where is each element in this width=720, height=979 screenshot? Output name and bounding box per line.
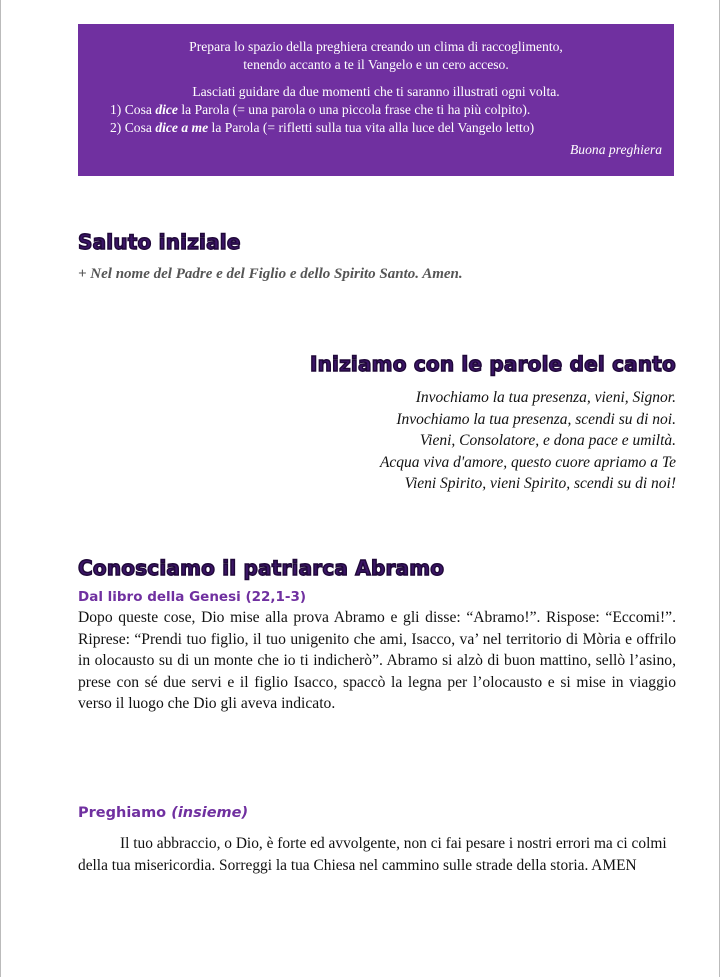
intro-line-3: Lasciati guidare da due momenti che ti saranno illustrati ogni volta. [192,84,560,99]
prayer-heading [78,805,248,821]
step-1-text: la Parola (= una parola o una piccola frase che ti ha più colpito). [177,102,531,117]
prayer-text: Il tuo abbraccio, o Dio, è forte ed avvolgente, non ci fai pesare i nostri errori ma ci colmi della tua misericordia. Sorreggi la tua Chiesa nel cammino sulle strade della storia. AMEN [78,835,667,874]
intro-line-1: Prepara lo spazio della preghiera creando un clima di raccoglimento, [189,39,563,54]
reading-text: Dopo queste cose, Dio mise alla prova Abramo e gli disse: “Abramo!”. Rispose: “Eccomi!”. Riprese: “Prendi tuo figlio, il tuo unigenito che ami, Isacco, va’ nel territorio di Mòria e offrilo in olocausto su di un monte che io ti indicherò”. Abramo si alzò di buon mattino, sellò l’asino, prese con sé due servi e il figlio Isacco, spaccò la legna per l’olocausto e si mise in viaggio verso il luogo che Dio gli aveva indicato. [78,609,676,712]
step-1-emphasis: dice [155,102,178,117]
reading-source: Dal libro della Genesi (22,1-3) [78,589,307,605]
step-2-prefix: 2) Cosa [110,120,156,135]
song-heading: Iniziamo con le parole del canto [309,352,676,376]
intro-steps [88,101,664,137]
step-1-prefix: 1) Cosa [110,102,156,117]
intro-signoff: Buona preghiera [570,142,662,157]
greeting-text: + Nel nome del Padre e del Figlio e dello Spirito Santo. Amen. [78,266,463,282]
step-2-emphasis: dice a me [155,120,209,135]
prayer-heading-note: (insieme) [171,805,249,821]
step-2-text: la Parola (= rifletti sulla tua vita alla luce del Vangelo letto) [208,120,535,135]
song-line: Vieni, Consolatore, e dona pace e umiltà. [419,432,676,449]
song-line: Vieni Spirito, vieni Spirito, scendi su di noi! [404,475,676,492]
reading-heading: Conosciamo il patriarca Abramo [78,556,445,580]
prayer-text-block [78,833,676,876]
song-line: Acqua viva d'amore, questo cuore apriamo a Te [379,453,676,471]
intro-box [78,24,674,176]
song-lyrics [380,387,676,495]
intro-spacer [88,74,664,83]
intro-line-2: tenendo accanto a te il Vangelo e un cero acceso. [243,57,509,72]
prayer-heading-label: Preghiamo [78,805,167,821]
intro-step-2 [110,119,664,137]
greeting-heading: Saluto iniziale [78,230,241,254]
song-line: Invochiamo la tua presenza, vieni, Signor. [415,389,676,406]
intro-step-1 [110,101,664,119]
song-line: Invochiamo la tua presenza, scendi su di noi. [396,410,676,428]
